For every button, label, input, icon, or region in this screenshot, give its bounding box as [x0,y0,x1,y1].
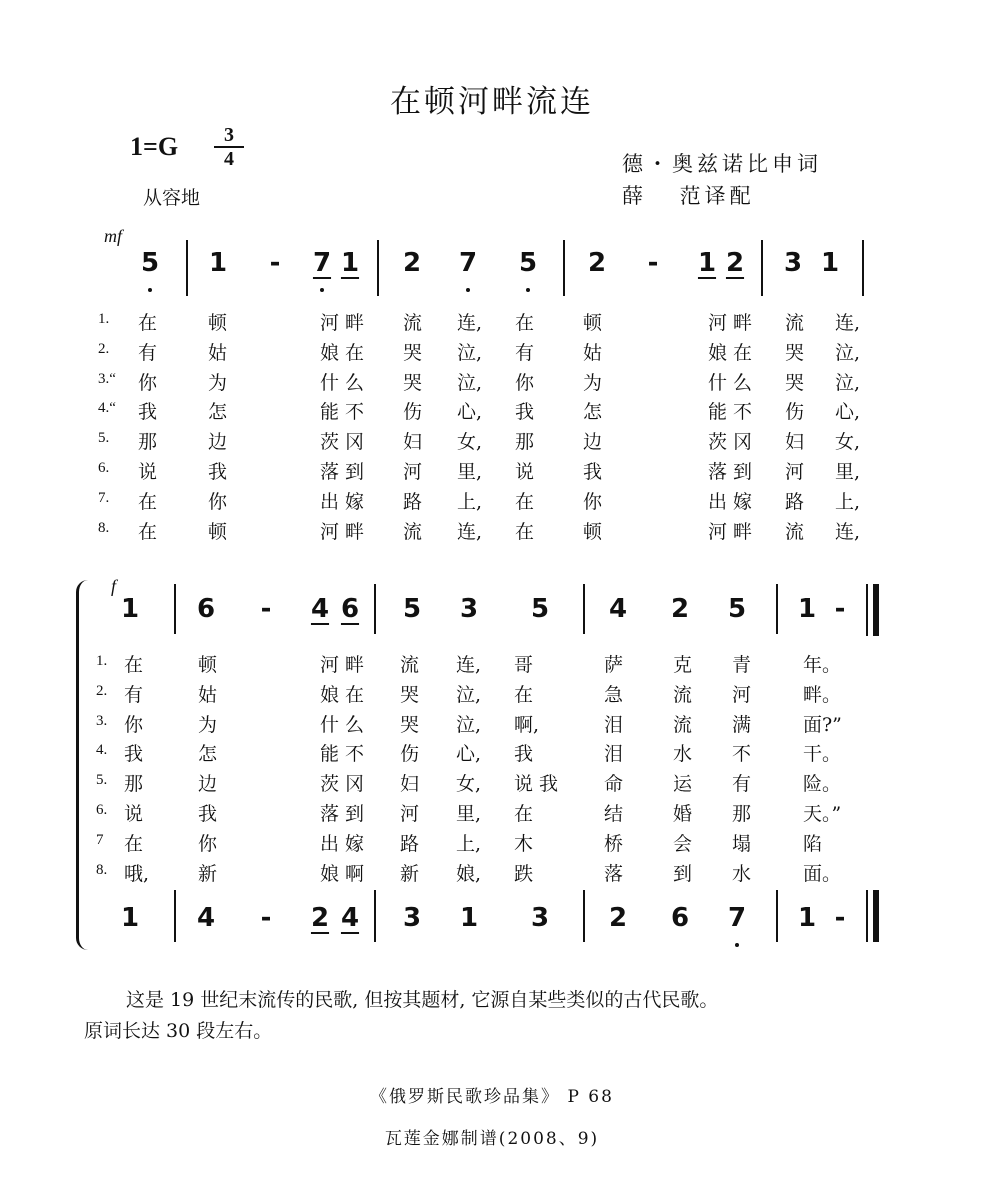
lyric-system2: 在 [514,683,534,706]
lyric-system2: 萨 [604,654,624,676]
verse-number-system1: 2. [98,340,110,357]
verse-number-system2: 5. [96,772,108,789]
lyric-system1: 出嫁 [708,490,759,513]
lyric-system1: 连, [457,312,483,334]
lyric-system1: 上, [457,490,483,513]
verse-number-system1: 3.“ [98,370,116,387]
barline [776,890,778,942]
note-staff3: 1 [120,903,140,933]
lyric-system1: 怎 [583,401,603,424]
note-staff3: 4 [196,903,216,933]
lyric-system1: 说 [138,461,158,483]
lyric-system1: 能不 [320,401,371,424]
lyric-system2: 姑 [198,683,218,706]
lyric-system2: 面?” [803,713,842,736]
lyric-system2: 到 [673,862,693,885]
note-staff2: 6 [340,594,360,624]
final-barline-thin [866,890,868,942]
note-staff3: 7 [722,903,752,933]
lyric-system2: 新 [400,862,420,885]
lyric-system1: 落到 [708,461,759,483]
lyric-system2: 女, [456,773,482,796]
lyric-system2: 路 [400,832,420,855]
lyric-system2: 有 [732,773,752,796]
lyric-system1: 河畔 [320,520,371,543]
lyric-system2: 泪 [604,743,624,766]
lyric-system1: 哭 [785,341,805,364]
note-staff1: 7 [307,248,337,278]
note-staff1: 1 [697,248,717,278]
lyric-system1: 娘在 [320,341,371,364]
lyric-system2: 泪 [604,713,624,736]
lyric-system1: 为 [208,371,228,394]
verse-number-system2: 6. [96,802,108,818]
lyric-system2: 流 [673,713,693,736]
lyric-system1: 顿 [583,520,603,543]
lyric-system1: 女, [457,431,483,454]
lyric-system2: 连, [456,654,482,676]
lyric-system2: 流 [673,683,693,706]
note-staff1: 7 [453,248,483,278]
lyric-system1: 在 [515,490,535,513]
lyric-system2: 边 [198,773,218,796]
note-staff3: - [260,903,272,933]
lyric-system1: 在 [515,312,535,334]
lyric-system2: 河 [400,803,420,825]
note-staff3: 1 [797,903,817,933]
note-staff3: 2 [310,903,330,933]
lyric-system2: 运 [673,773,693,796]
note-staff2: 4 [310,594,330,624]
lyric-system2: 怎 [198,743,218,766]
note-staff1: - [647,248,659,278]
lyric-system2: 说 [124,803,144,825]
tempo-marking: 从容地 [143,187,201,209]
note-line-2: 原词长达 30 段左右。 [84,1020,273,1042]
lyric-system2: 在 [514,803,534,825]
note-staff2: 6 [196,594,216,624]
note-staff3: 1 [459,903,479,933]
barline [776,584,778,634]
system-brace [76,580,93,950]
lyric-system2: 急 [604,683,624,706]
source-maker: 瓦莲金娜制谱(2008、9) [384,1129,600,1149]
note-staff1: 1 [340,248,360,278]
verse-number-system1: 5. [98,430,110,447]
lyric-system2: 会 [673,832,693,855]
lyric-system1: 流 [403,312,423,334]
lyric-system1: 你 [515,371,535,394]
lyric-system2: 塌 [732,832,752,855]
lyric-system2: 心, [456,743,482,766]
lyric-system1: 流 [785,312,805,334]
lyric-system1: 连, [457,520,483,543]
lyric-system2: 什么 [320,713,371,736]
lyric-system1: 流 [785,520,805,543]
lyric-system2: 哭 [400,713,420,736]
lyric-system2: 说我 [514,773,565,796]
lyric-system2: 河畔 [320,654,371,676]
barline [174,584,176,634]
lyric-system2: 你 [124,713,144,736]
lyric-system1: 里, [457,461,483,483]
lyric-system1: 怎 [208,401,228,424]
lyric-system1: 茨冈 [320,431,371,454]
barline [563,240,565,296]
lyric-system1: 在 [138,520,158,543]
lyric-system1: 那 [138,431,158,454]
lyric-system2: 娘, [456,862,482,885]
lyric-system1: 顿 [208,312,228,334]
lyric-system2: 落 [604,862,624,885]
lyric-system2: 那 [732,803,752,825]
lyric-system2: 为 [198,713,218,736]
lyric-system1: 河畔 [708,520,759,543]
lyric-system1: 心, [835,401,861,424]
lyric-system2: 落到 [320,803,371,825]
note-staff1: 2 [402,248,422,278]
lyric-system2: 你 [198,832,218,855]
verse-number-system2: 2. [96,682,108,699]
lyric-system1: 顿 [208,520,228,543]
lyric-system1: 哭 [403,341,423,364]
lyric-system2: 啊, [514,713,540,736]
lyric-system2: 险。 [803,773,842,796]
note-line-1: 这是 19 世纪末流传的民歌, 但按其题材, 它源自某些类似的古代民歌。 [126,989,719,1011]
lyric-system1: 说 [515,461,535,483]
lyric-system2: 娘啊 [320,862,371,885]
lyric-system2: 我 [124,743,144,766]
lyric-system1: 姑 [583,341,603,364]
lyric-system1: 河畔 [708,312,759,334]
lyric-system2: 流 [400,654,420,676]
lyric-system2: 青 [732,654,752,676]
lyric-system2: 婚 [673,803,693,825]
note-staff1: 5 [135,248,165,278]
lyric-system2: 哥 [514,654,534,676]
note-staff3: 6 [670,903,690,933]
lyric-system2: 有 [124,683,144,706]
lyric-system2: 天。” [803,803,842,825]
lyric-system1: 有 [138,341,158,364]
note-staff3: 2 [608,903,628,933]
note-staff3: 4 [340,903,360,933]
lyric-system1: 哭 [403,371,423,394]
lyric-system2: 泣, [456,683,482,706]
lyric-system2: 在 [124,832,144,855]
lyric-system1: 伤 [403,401,423,424]
dynamic-f: f [111,576,117,596]
verse-number-system2: 8. [96,861,108,878]
lyric-system1: 心, [457,401,483,424]
lyric-system1: 在 [138,490,158,513]
note-staff1: 2 [587,248,607,278]
lyric-system2: 我 [198,803,218,825]
lyric-system1: 泣, [835,341,861,364]
lyric-system2: 泣, [456,713,482,736]
verse-number-system1: 6. [98,460,110,476]
lyric-system2: 新 [198,862,218,885]
note-staff3: 3 [530,903,550,933]
lyric-system2: 年。 [803,654,842,676]
lyric-system1: 顿 [583,312,603,334]
lyric-system1: 在 [138,312,158,334]
note-staff1: 3 [783,248,803,278]
lyric-system1: 路 [403,490,423,513]
lyric-system1: 什么 [708,371,759,394]
lyric-system1: 什么 [320,371,371,394]
verse-number-system2: 3. [96,712,108,729]
lyric-system2: 妇 [400,773,420,796]
lyric-system2: 克 [673,654,693,676]
note-staff2: 5 [402,594,422,624]
lyric-system1: 你 [138,371,158,394]
lyric-system1: 有 [515,341,535,364]
lyric-system1: 为 [583,371,603,394]
key-signature: 1=G [130,132,179,161]
final-barline-thin [866,584,868,636]
note-staff2: - [834,594,846,624]
lyric-system2: 结 [604,803,624,825]
lyric-system1: 妇 [785,431,805,454]
lyric-system2: 哦, [124,862,150,885]
lyric-system1: 在 [515,520,535,543]
lyric-system2: 在 [124,654,144,676]
note-staff2: 1 [120,594,140,624]
lyric-system1: 那 [515,431,535,454]
lyric-system2: 水 [732,862,752,885]
lyric-system2: 哭 [400,683,420,706]
lyric-system1: 你 [583,490,603,513]
lyric-system1: 里, [835,461,861,483]
source-book: 《俄罗斯民歌珍品集》 P 68 [370,1087,614,1107]
final-barline-thick [873,584,879,636]
time-sig-top: 3 [224,124,234,146]
note-staff2: - [260,594,272,624]
note-staff1: 2 [725,248,745,278]
note-staff2: 5 [727,594,747,624]
note-staff1: 1 [820,248,840,278]
song-title: 在顿河畔流连 [390,84,594,120]
lyric-system1: 河 [403,461,423,483]
lyric-system2: 面。 [803,862,842,885]
lyric-system1: 上, [835,490,861,513]
lyric-system1: 姑 [208,341,228,364]
time-signature [214,124,244,170]
lyric-system2: 伤 [400,743,420,766]
note-staff1: 1 [208,248,228,278]
note-staff3: - [834,903,846,933]
verse-number-system2: 4. [96,742,108,759]
barline [186,240,188,296]
lyric-system2: 畔。 [803,683,842,706]
lyric-system1: 连, [835,520,861,543]
lyric-system1: 娘在 [708,341,759,364]
note-staff3: 3 [402,903,422,933]
lyric-system2: 里, [456,803,482,825]
verse-number-system2: 1. [96,653,108,669]
lyric-system1: 边 [208,431,228,454]
verse-number-system1: 4.“ [98,400,116,417]
note-staff2: 2 [670,594,690,624]
lyric-system2: 水 [673,743,693,766]
lyric-system2: 干。 [803,743,842,766]
lyric-system1: 伤 [785,401,805,424]
lyric-system1: 边 [583,431,603,454]
barline [583,584,585,634]
note-staff2: 5 [530,594,550,624]
dynamic-mf: mf [104,226,122,246]
lyric-system1: 河畔 [320,312,371,334]
note-staff2: 1 [797,594,817,624]
lyric-system2: 陷 [803,832,823,855]
barline [374,890,376,942]
lyric-system1: 路 [785,490,805,513]
final-barline-thick [873,890,879,942]
barline [583,890,585,942]
lyric-system1: 我 [208,461,228,483]
lyric-system1: 我 [515,401,535,424]
lyric-system1: 出嫁 [320,490,371,513]
lyric-system2: 出嫁 [320,832,371,855]
lyric-system1: 我 [583,461,603,483]
lyric-system2: 不 [732,743,752,766]
verse-number-system1: 7. [98,489,110,506]
barline [377,240,379,296]
lyric-system2: 能不 [320,743,371,766]
verse-number-system1: 8. [98,519,110,536]
note-staff1: 5 [513,248,543,278]
lyric-system1: 落到 [320,461,371,483]
barline [174,890,176,942]
lyric-system2: 上, [456,832,482,855]
lyric-system1: 泣, [835,371,861,394]
lyric-system2: 木 [514,832,534,855]
lyric-system2: 跌 [514,862,534,885]
lyric-system1: 能不 [708,401,759,424]
lyric-system2: 命 [604,773,624,796]
note-staff2: 4 [608,594,628,624]
lyric-system1: 妇 [403,431,423,454]
lyric-system1: 哭 [785,371,805,394]
lyric-system1: 泣, [457,371,483,394]
lyric-system2: 顿 [198,654,218,676]
lyric-system1: 你 [208,490,228,513]
lyric-system1: 河 [785,461,805,483]
lyric-system2: 我 [514,743,534,766]
lyric-system2: 那 [124,773,144,796]
lyric-system2: 娘在 [320,683,371,706]
barline [862,240,864,296]
lyric-system1: 连, [835,312,861,334]
lyric-system2: 河 [732,683,752,706]
lyric-system2: 满 [732,713,752,736]
lyric-system1: 我 [138,401,158,424]
verse-number-system1: 1. [98,311,110,327]
lyric-system1: 流 [403,520,423,543]
note-staff1: - [269,248,281,278]
barline [761,240,763,296]
lyric-system2: 桥 [604,832,624,855]
verse-number-system2: 7 [96,831,104,848]
arranger-credit: 薛 范译配 [622,184,755,208]
note-staff2: 3 [459,594,479,624]
lyricist-credit: 德・奥兹诺比申词 [622,152,822,176]
lyric-system2: 茨冈 [320,773,371,796]
barline [374,584,376,634]
time-sig-bottom: 4 [214,146,244,170]
lyric-system1: 泣, [457,341,483,364]
lyric-system1: 女, [835,431,861,454]
lyric-system1: 茨冈 [708,431,759,454]
